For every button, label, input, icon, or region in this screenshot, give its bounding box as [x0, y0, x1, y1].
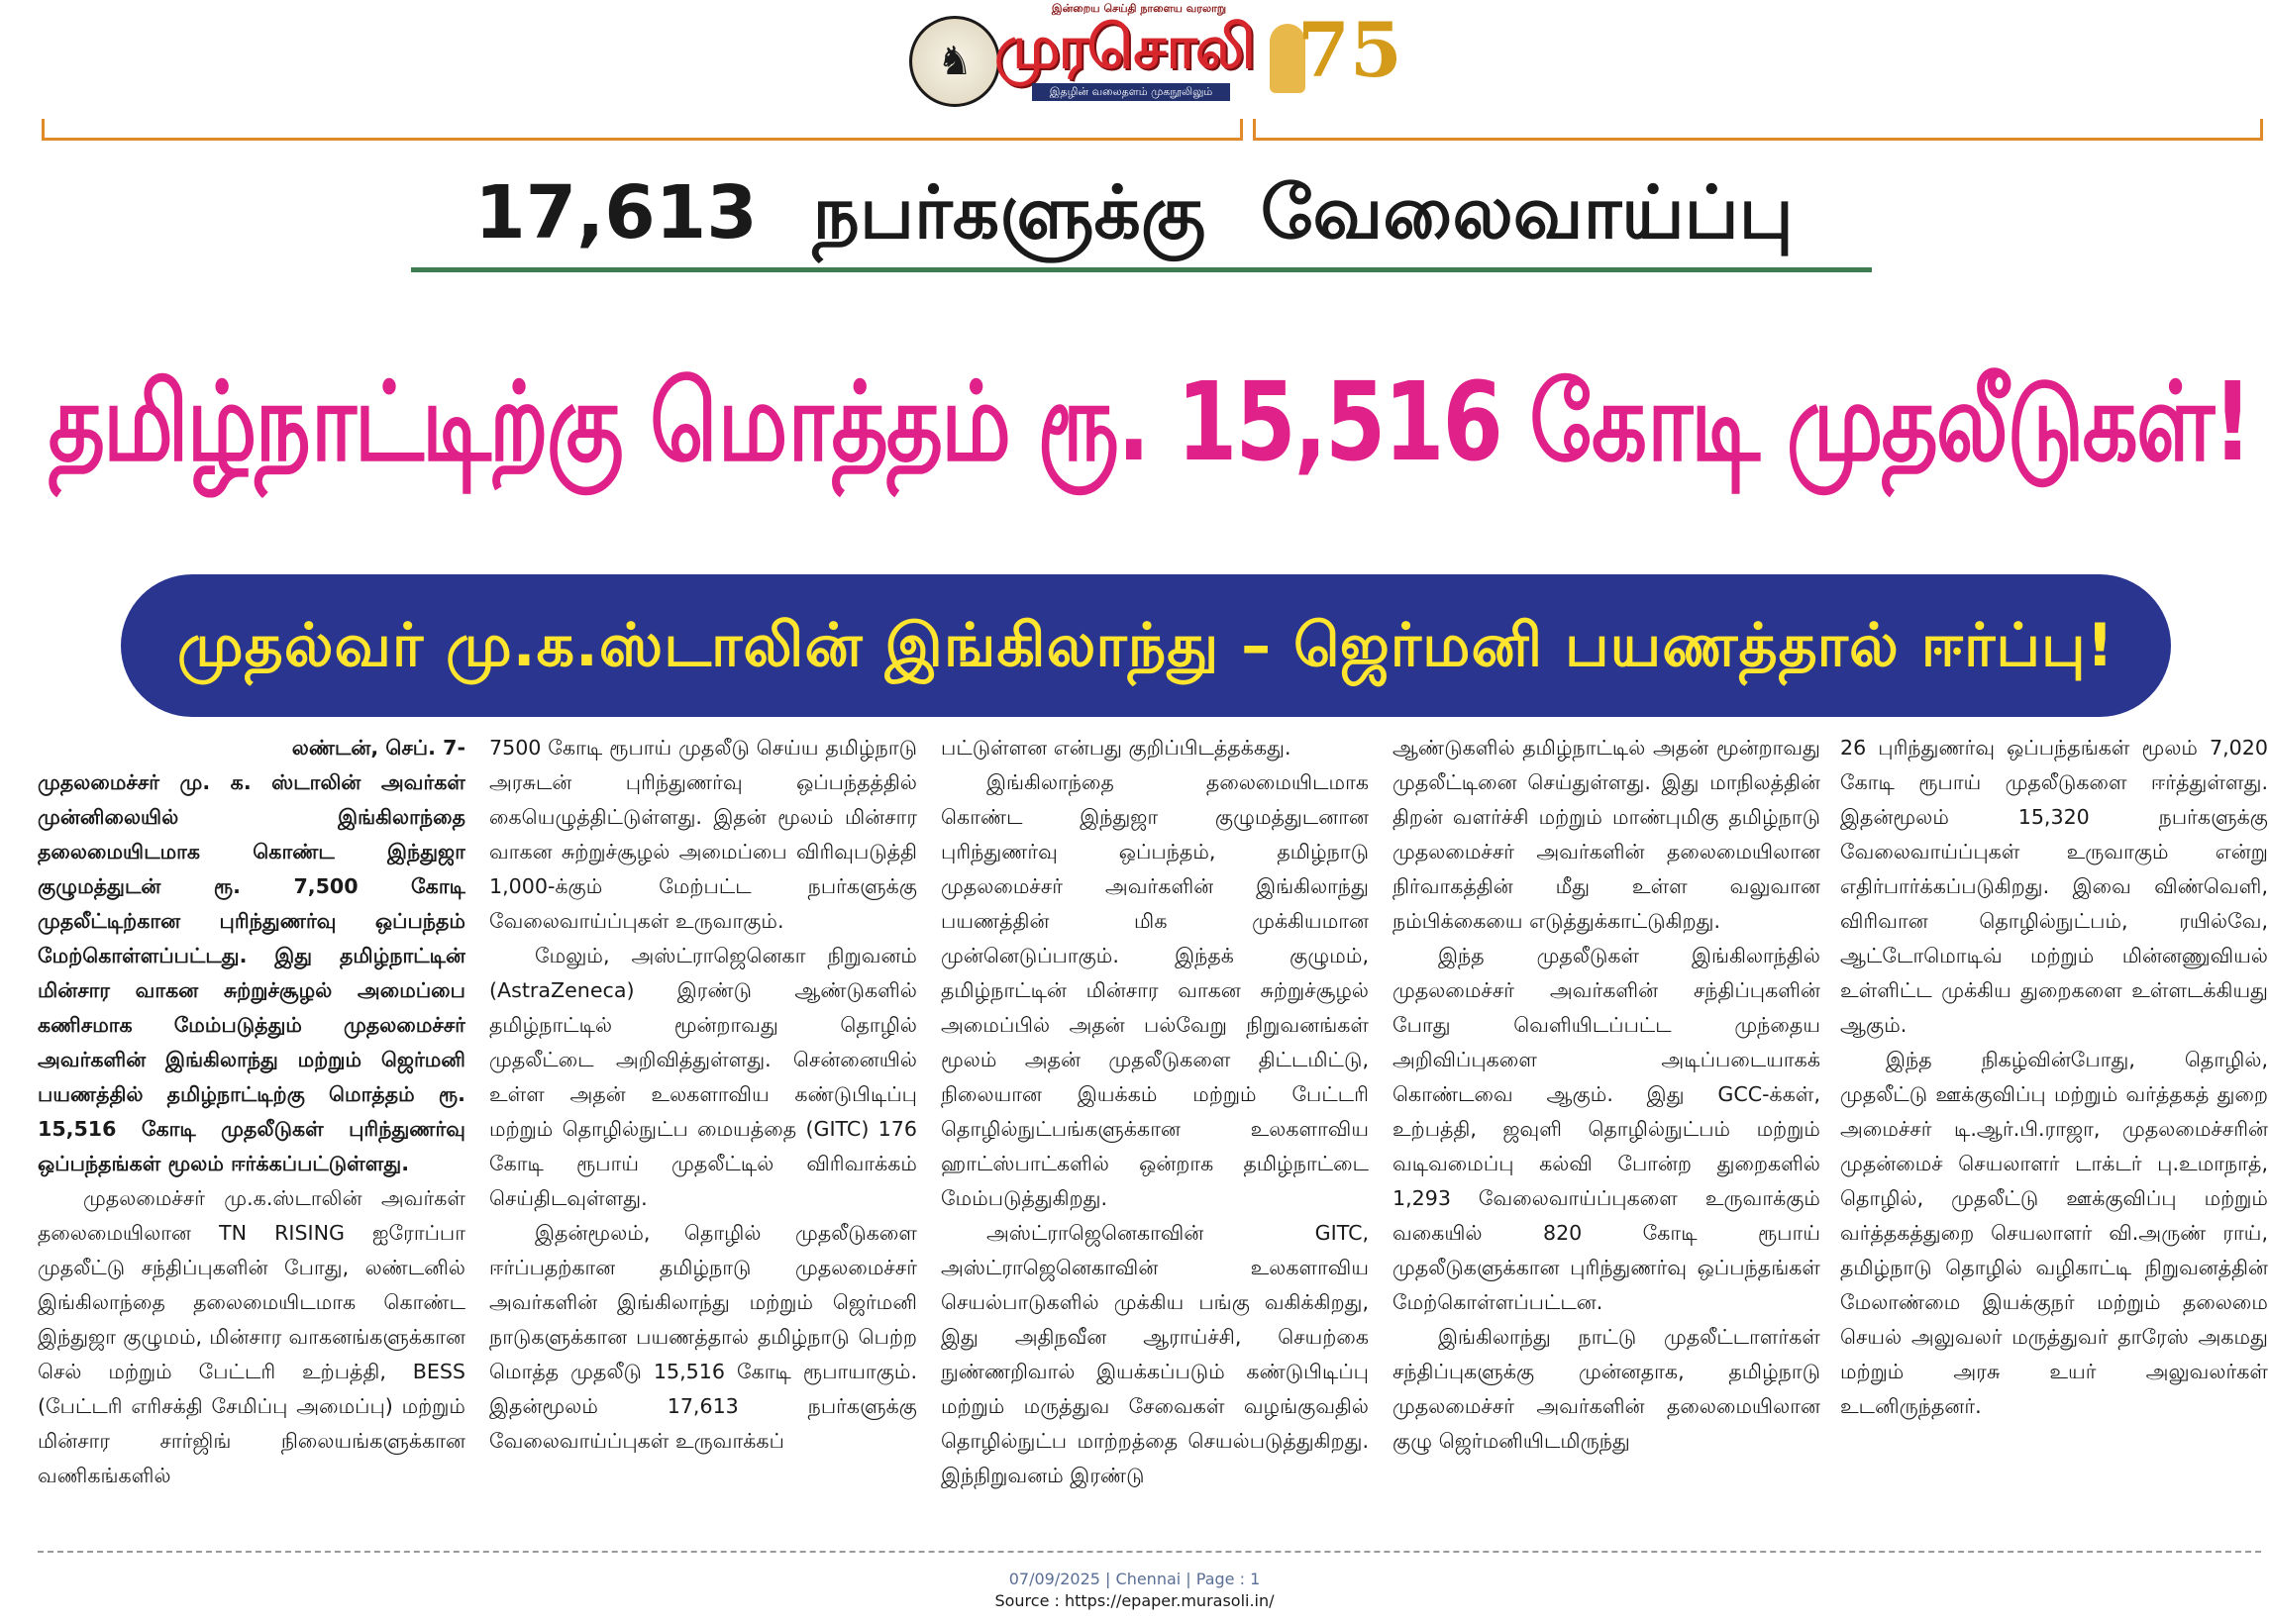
- anniversary-number: 75: [1297, 6, 1402, 94]
- article-column-1: [38, 731, 465, 1545]
- bottom-divider: [38, 1551, 2261, 1553]
- header-rule-right: [1253, 119, 2263, 141]
- page-footer: [0, 1569, 2269, 1612]
- paragraph: பட்டுள்ளன என்பது குறிப்பிடத்தக்கது.: [941, 736, 1291, 760]
- kicker-underline: [411, 267, 1872, 272]
- newspaper-logo: முரசொலி: [994, 13, 1254, 82]
- paragraph: 7500 கோடி ரூபாய் முதலீடு செய்ய தமிழ்நாடு அரசுடன் புரிந்துணர்வு ஒப்பந்தத்தில் கையெழுத்திட்டுள்ளது. இதன் மூலம் மின்சார வாகன சுற்றுச்சூழல் அமைப்பை விரிவுபடுத்தி 1,000-க்கும் மேற்பட்ட நபர்களுக்கு வேலைவாய்ப்புகள் உருவாகும்.: [489, 736, 917, 933]
- paragraph: மேலும், அஸ்ட்ராஜெனெகா நிறுவனம் (AstraZeneca) இரண்டு ஆண்டுகளில் தமிழ்நாட்டில் மூன்றாவது தொழில் முதலீட்டை அறிவித்துள்ளது. சென்னையில் உள்ள அதன் உலகளாவிய கண்டுபிடிப்பு மற்றும் தொழில்நுட்ப மையத்தை (GITC) 176 கோடி ரூபாய் முதலீட்டில் விரிவாக்கம் செய்திடவுள்ளது.: [489, 944, 917, 1210]
- footer-date-line: 07/09/2025 | Chennai | Page : 1: [1008, 1570, 1261, 1588]
- masthead: [0, 0, 2269, 119]
- kicker-headline: 17,613 நபர்களுக்கு வேலைவாய்ப்பு: [474, 170, 1794, 255]
- rooster-icon: ♞: [937, 39, 973, 84]
- footer-source-line: Source : https://epaper.murasoli.in/: [994, 1591, 1275, 1610]
- paragraph: இங்கிலாந்து நாட்டு முதலீட்டாளர்கள் சந்திப்புகளுக்கு முன்னதாக, தமிழ்நாடு முதலமைச்சர் அவர்களின் தலைமையிலான குழு ஜெர்மனியிடமிருந்து: [1392, 1325, 1820, 1453]
- article-column-3: [941, 731, 1369, 1545]
- lead-paragraph: முதலமைச்சர் மு. க. ஸ்டாலின் அவர்கள் முன்னிலையில் இங்கிலாந்தை தலைமையிடமாக கொண்ட இந்துஜா குழுமத்துடன் ரூ. 7,500 கோடி முதலீட்டிற்கான புரிந்துணர்வு ஒப்பந்தம் மேற்கொள்ளப்பட்டது. இது தமிழ்நாட்டின் மின்சார வாகன சுற்றுச்சூழல் அமைப்பை கணிசமாக மேம்படுத்தும் முதலமைச்சர் அவர்களின் இங்கிலாந்து மற்றும் ஜெர்மனி பயணத்தில் தமிழ்நாட்டிற்கு மொத்தம் ரூ. 15,516 கோடி முதலீடுகள் புரிந்துணர்வு ஒப்பந்தங்கள் மூலம் ஈர்க்கப்பட்டுள்ளது.: [38, 770, 465, 1175]
- paragraph: இந்த முதலீடுகள் இங்கிலாந்தில் முதலமைச்சர் அவர்களின் சந்திப்புகளின் போது வெளியிடப்பட்ட முந்தைய அறிவிப்புகளை அடிப்படையாகக் கொண்டவை ஆகும். இது GCC-க்கள், உற்பத்தி, ஜவுளி தொழில்நுட்பம் மற்றும் வடிவமைப்பு கல்வி போன்ற துறைகளில் 1,293 வேலைவாய்ப்புகளை உருவாக்கும் வகையில் 820 கோடி ரூபாய் முதலீடுகளுக்கான புரிந்துணர்வு ஒப்பந்தங்கள் மேற்கொள்ளப்பட்டன.: [1392, 944, 1820, 1314]
- paragraph: முதலமைச்சர் மு.க.ஸ்டாலின் அவர்கள் தலைமையிலான TN RISING ஐரோப்பா முதலீட்டு சந்திப்புகளின் போது, லண்டனில் இங்கிலாந்தை தலைமையிடமாக கொண்ட இந்துஜா குழுமம், மின்சார வாகனங்களுக்கான செல் மற்றும் பேட்டரி உற்பத்தி, BESS (பேட்டரி எரிசக்தி சேமிப்பு அமைப்பு) மற்றும் மின்சார சார்ஜிங் நிலையங்களுக்கான வணிகங்களில்: [38, 1186, 465, 1487]
- rooster-emblem-icon: [909, 16, 1000, 107]
- anniversary-logo: [1270, 6, 1402, 101]
- subheadline-band: [121, 574, 2171, 717]
- article-body: [38, 731, 2268, 1545]
- paragraph: இந்த நிகழ்வின்போது, தொழில், முதலீட்டு ஊக்குவிப்பு மற்றும் வர்த்தகத் துறை அமைச்சர் டி.ஆர்.பி.ராஜா, முதலமைச்சரின் முதன்மைச் செயலாளர் டாக்டர் பு.உமாநாத், தொழில், முதலீட்டு ஊக்குவிப்பு மற்றும் வர்த்தகத்துறை செயலாளர் வி.அருண் ராய், தமிழ்நாடு தொழில் வழிகாட்டி நிறுவனத்தின் மேலாண்மை இயக்குநர் மற்றும் தலைமை செயல் அலுவலர் மருத்துவர் தாரேஸ் அகமது மற்றும் அரசு உயர் அலுவலர்கள் உடனிருந்தனர்.: [1840, 1048, 2268, 1418]
- paragraph: ஆண்டுகளில் தமிழ்நாட்டில் அதன் மூன்றாவது முதலீட்டினை செய்துள்ளது. இது மாநிலத்தின் திறன் வளர்ச்சி மற்றும் மாண்புமிகு தமிழ்நாடு முதலமைச்சர் அவர்களின் தலைமையிலான நிர்வாகத்தின் மீது உள்ள வலுவான நம்பிக்கையை எடுத்துக்காட்டுகிறது.: [1392, 736, 1820, 933]
- article-column-5: [1840, 731, 2268, 1545]
- article-column-2: [489, 731, 917, 1545]
- article-column-4: [1392, 731, 1820, 1545]
- paragraph: இங்கிலாந்தை தலைமையிடமாக கொண்ட இந்துஜா குழுமத்துடனான புரிந்துணர்வு ஒப்பந்தம், தமிழ்நாடு முதலமைச்சர் அவர்களின் இங்கிலாந்து பயணத்தின் மிக முக்கியமான முன்னெடுப்பாகும். இந்தக் குழுமம், தமிழ்நாட்டின் மின்சார வாகன சுற்றுச்சூழல் அமைப்பில் அதன் பல்வேறு நிறுவனங்கள் மூலம் அதன் முதலீடுகளை திட்டமிட்டு, நிலையான இயக்கம் மற்றும் பேட்டரி தொழில்நுட்பங்களுக்கான உலகளாவிய ஹாட்ஸ்பாட்களில் ஒன்றாக தமிழ்நாட்டை மேம்படுத்துகிறது.: [941, 770, 1369, 1210]
- main-headline: தமிழ்நாட்டிற்கு மொத்தம் ரூ. 15,516 கோடி முதலீடுகள்!: [48, 357, 2251, 485]
- paragraph: இதன்மூலம், தொழில் முதலீடுகளை ஈர்ப்பதற்கான தமிழ்நாடு முதலமைச்சர் அவர்களின் இங்கிலாந்து மற்றும் ஜெர்மனி நாடுகளுக்கான பயணத்தால் தமிழ்நாடு பெற்ற மொத்த முதலீடு 15,516 கோடி ரூபாயாகும். இதன்மூலம் 17,613 நபர்களுக்கு வேலைவாய்ப்புகள் உருவாக்கப்: [489, 1221, 917, 1453]
- subheadline-text: முதல்வர் மு.க.ஸ்டாலின் இங்கிலாந்து – ஜெர்மனி பயணத்தால் ஈர்ப்பு!: [176, 611, 2115, 680]
- header-rule-left: [42, 119, 1243, 141]
- masthead-tagline: இன்றைய செய்தி நாளைய வரலாறு: [1051, 2, 1227, 15]
- paragraph: 26 புரிந்துணர்வு ஒப்பந்தங்கள் மூலம் 7,020 கோடி ரூபாய் முதலீடுகளை ஈர்த்துள்ளது. இதன்மூலம் 15,320 நபர்களுக்கு வேலைவாய்ப்புகள் உருவாகும் என்று எதிர்பார்க்கப்படுகிறது. இவை விண்வெளி, விரிவான தொழில்நுட்பம், ரயில்வே, ஆட்டோமொடிவ் மற்றும் மின்னணுவியல் உள்ளிட்ட முக்கிய துறைகளை உள்ளடக்கியது ஆகும்.: [1840, 736, 2268, 1037]
- logo-subtitle: இதழின் வலைதளம் முகநூலிலும்: [1032, 83, 1230, 101]
- paragraph: அஸ்ட்ராஜெனெகாவின் GITC, அஸ்ட்ராஜெனெகாவின் உலகளாவிய செயல்பாடுகளில் முக்கிய பங்கு வகிக்கிறது, இது அதிநவீன ஆராய்ச்சி, செயற்கை நுண்ணறிவால் இயக்கப்படும் கண்டுபிடிப்பு மற்றும் மருத்துவ சேவைகள் வழங்குவதில் தொழில்நுட்ப மாற்றத்தை செயல்படுத்துகிறது. இந்நிறுவனம் இரண்டு: [941, 1221, 1369, 1487]
- dateline: லண்டன், செப். 7-: [291, 736, 465, 760]
